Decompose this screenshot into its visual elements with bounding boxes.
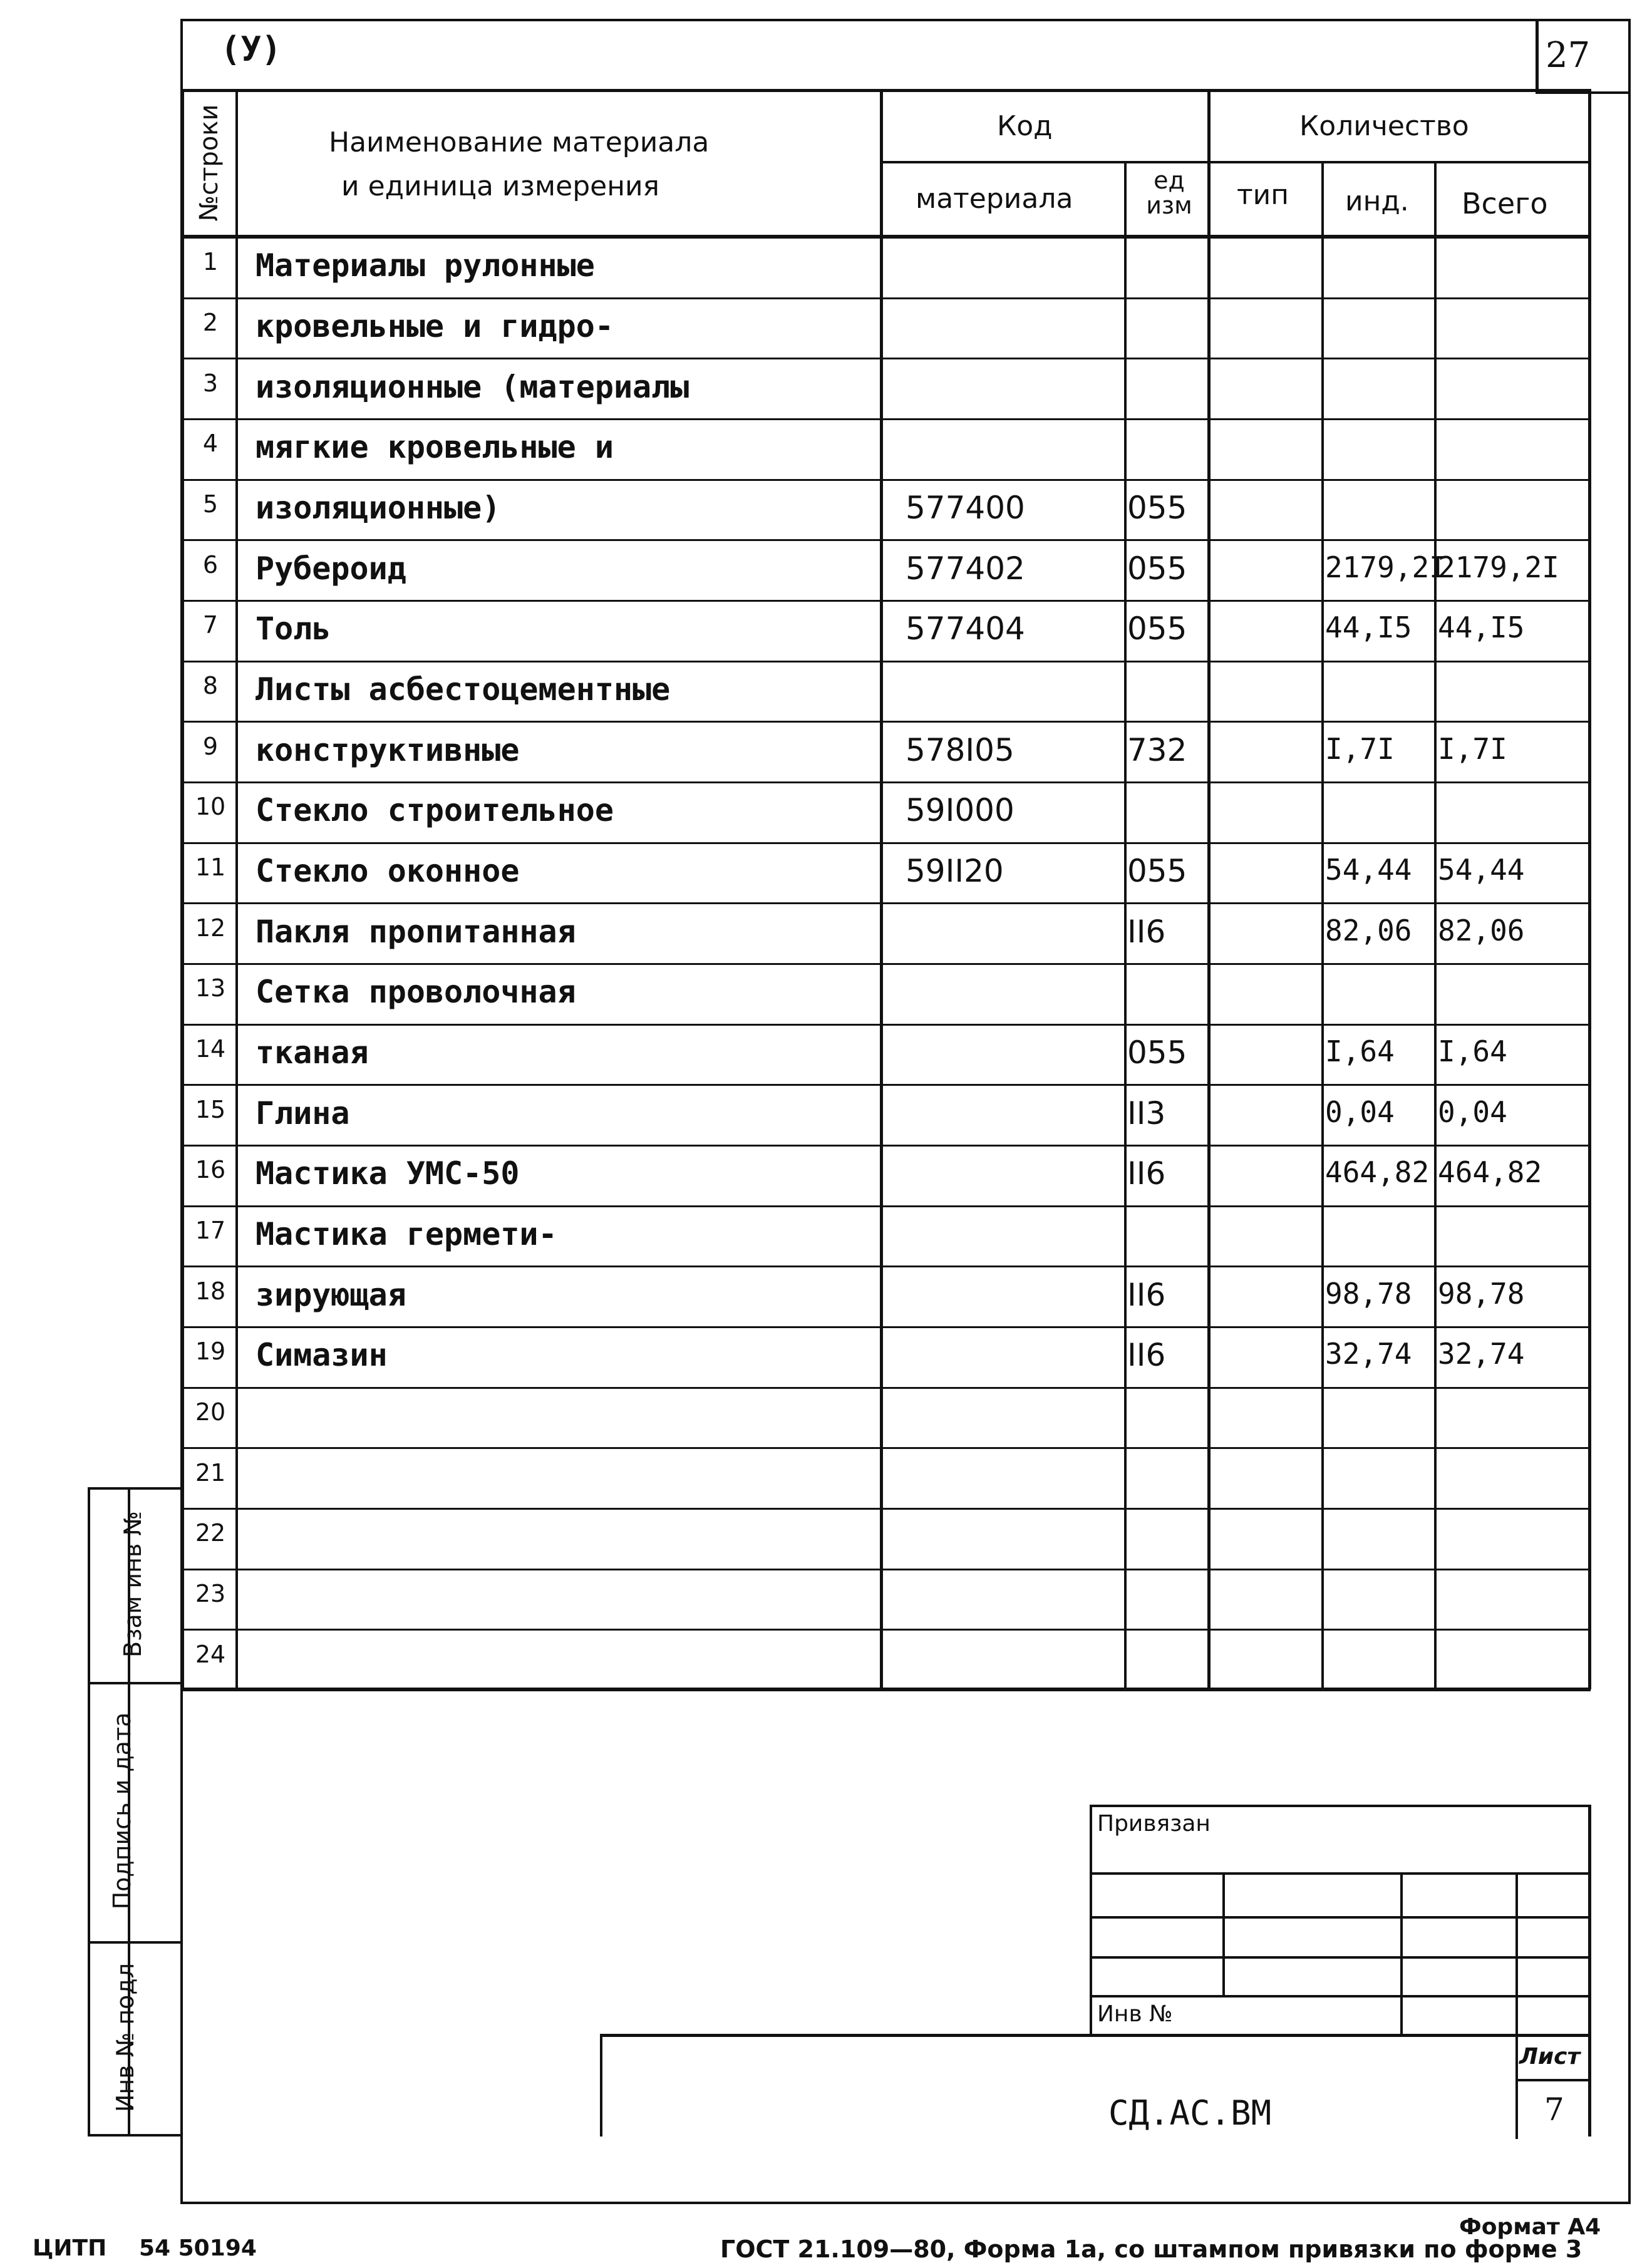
unit-code: II6 — [1127, 1277, 1166, 1313]
row-divider — [182, 1387, 1591, 1389]
row-number: 19 — [195, 1338, 226, 1365]
material-name: Пакля пропитанная — [256, 914, 576, 950]
material-name: тканая — [256, 1034, 369, 1071]
qty-individual: 2179,2I — [1325, 550, 1447, 584]
row-divider — [182, 1145, 1591, 1147]
name-header-line1: Наименование материала — [329, 126, 710, 158]
qty-individual: 0,04 — [1325, 1095, 1395, 1129]
row-divider — [182, 1326, 1591, 1328]
qty-total: 44,I5 — [1438, 611, 1525, 644]
qty-individual: 44,I5 — [1325, 611, 1412, 644]
unit-code: 732 — [1127, 732, 1187, 768]
material-code: 59I000 — [906, 792, 1014, 828]
row-number: 9 — [202, 733, 219, 760]
row-divider — [182, 600, 1591, 602]
row-divider — [182, 1629, 1591, 1631]
material-name: кровельные и гидро- — [256, 308, 614, 344]
material-name: Мастика УМС-50 — [256, 1155, 520, 1192]
material-name: изоляционные (материалы — [256, 369, 689, 405]
org-label: ЦИТП — [33, 2235, 107, 2261]
row-number: 6 — [202, 551, 219, 579]
row-number: 3 — [202, 369, 219, 397]
row-divider — [182, 1508, 1591, 1510]
row-number: 7 — [202, 611, 219, 639]
list-label: Лист — [1519, 2044, 1581, 2070]
qty-total: 32,74 — [1438, 1337, 1525, 1371]
row-number-header: №строки — [195, 104, 224, 222]
unit-code: II6 — [1127, 1155, 1166, 1192]
row-number: 12 — [195, 914, 226, 942]
code-header: Код — [997, 110, 1053, 142]
material-code: 577404 — [906, 611, 1025, 647]
row-divider — [182, 539, 1591, 541]
row-number: 22 — [195, 1519, 226, 1547]
gost-reference: ГОСТ 21.109—80, Форма 1а, со штампом привязки по форме 3 — [720, 2235, 1582, 2263]
row-divider — [182, 963, 1591, 965]
material-name: Толь — [256, 611, 331, 647]
row-number: 11 — [195, 853, 226, 881]
row-number: 13 — [195, 974, 226, 1002]
row-divider — [182, 479, 1591, 481]
qty-total: 98,78 — [1438, 1277, 1525, 1311]
unit-code: 055 — [1127, 550, 1187, 587]
sheet-letter: (У) — [220, 29, 282, 69]
order-number: 54 50194 — [139, 2235, 257, 2261]
qty-total: 82,06 — [1438, 914, 1525, 947]
qty-total: 2179,2I — [1438, 550, 1559, 584]
row-divider — [182, 1024, 1591, 1026]
row-divider — [182, 661, 1591, 662]
qty-individual: 82,06 — [1325, 914, 1412, 947]
qty-individual: 98,78 — [1325, 1277, 1412, 1311]
vzam-inv-stamp: Взам инв № — [119, 1511, 147, 1657]
name-header-line2: и единица измерения — [341, 170, 660, 202]
row-divider — [182, 358, 1591, 359]
qty-type-header: тип — [1237, 179, 1289, 211]
qty-total: 0,04 — [1438, 1095, 1507, 1129]
material-name: зирующая — [256, 1277, 406, 1313]
podpis-data-stamp: Подпись и дата — [108, 1712, 136, 1910]
row-number: 8 — [202, 672, 219, 699]
row-number: 23 — [195, 1580, 226, 1607]
qty-total: 464,82 — [1438, 1155, 1542, 1189]
row-divider — [182, 721, 1591, 723]
material-name: Симазин — [256, 1337, 388, 1373]
code-unit-header: ед изм — [1146, 167, 1192, 219]
material-name: Материалы рулонные — [256, 247, 595, 284]
list-value: 7 — [1544, 2091, 1564, 2128]
unit-code: 055 — [1127, 611, 1187, 647]
row-number: 10 — [195, 793, 226, 820]
unit-code: 055 — [1127, 1034, 1187, 1071]
material-name: Сетка проволочная — [256, 974, 576, 1010]
row-divider — [182, 297, 1591, 299]
material-name: Листы асбестоцементные — [256, 671, 671, 708]
unit-code: II6 — [1127, 914, 1166, 950]
unit-code: II6 — [1127, 1337, 1166, 1373]
qty-individual: 464,82 — [1325, 1155, 1430, 1189]
row-number: 14 — [195, 1035, 226, 1063]
material-name: Мастика гермети- — [256, 1216, 557, 1252]
material-name: мягкие кровельные и — [256, 429, 614, 465]
material-code: 577402 — [906, 550, 1025, 587]
row-number: 2 — [202, 309, 219, 336]
row-divider — [182, 1447, 1591, 1449]
row-divider — [182, 781, 1591, 783]
row-divider — [182, 902, 1591, 904]
material-name: Стекло строительное — [256, 792, 614, 828]
document-designation: СД.АС.ВМ — [1108, 2093, 1272, 2133]
material-name: Рубероид — [256, 550, 406, 587]
inv-no-label: Инв № — [1097, 2001, 1173, 2027]
format-label: Формат А4 — [1459, 2214, 1601, 2240]
unit-code: 055 — [1127, 490, 1187, 526]
qty-total: I,7I — [1438, 732, 1507, 766]
row-number: 16 — [195, 1156, 226, 1183]
row-divider — [182, 1569, 1591, 1570]
unit-code: 055 — [1127, 853, 1187, 889]
material-code: 577400 — [906, 490, 1025, 526]
row-number: 18 — [195, 1277, 226, 1305]
row-number: 21 — [195, 1459, 226, 1487]
row-number: 20 — [195, 1398, 226, 1426]
qty-header: Количество — [1299, 110, 1469, 142]
qty-total-header: Всего — [1462, 187, 1548, 220]
inv-podl-stamp: Инв № подл — [111, 1963, 139, 2113]
row-number: 15 — [195, 1096, 226, 1123]
row-number: 17 — [195, 1217, 226, 1244]
privyazan-label: Привязан — [1097, 1811, 1211, 1837]
row-divider — [182, 418, 1591, 420]
row-number: 5 — [202, 490, 219, 518]
material-code: 59II20 — [906, 853, 1004, 889]
qty-individual: 32,74 — [1325, 1337, 1412, 1371]
row-divider — [182, 1266, 1591, 1267]
row-number: 1 — [202, 248, 219, 276]
material-code: 578I05 — [906, 732, 1014, 768]
qty-individual: I,7I — [1325, 732, 1395, 766]
material-name: конструктивные — [256, 732, 520, 768]
row-divider — [182, 842, 1591, 844]
material-name: Глина — [256, 1095, 350, 1132]
material-name: изоляционные) — [256, 490, 501, 526]
page-number: 27 — [1546, 35, 1591, 76]
row-number: 4 — [202, 430, 219, 457]
qty-total: I,64 — [1438, 1034, 1507, 1068]
code-material-header: материала — [916, 183, 1073, 215]
qty-ind-header: инд. — [1345, 185, 1409, 217]
unit-code: II3 — [1127, 1095, 1166, 1132]
row-divider — [182, 1084, 1591, 1086]
material-name: Стекло оконное — [256, 853, 520, 889]
row-divider — [182, 1205, 1591, 1207]
row-number: 24 — [195, 1641, 226, 1668]
qty-individual: 54,44 — [1325, 853, 1412, 887]
qty-total: 54,44 — [1438, 853, 1525, 887]
qty-individual: I,64 — [1325, 1034, 1395, 1068]
